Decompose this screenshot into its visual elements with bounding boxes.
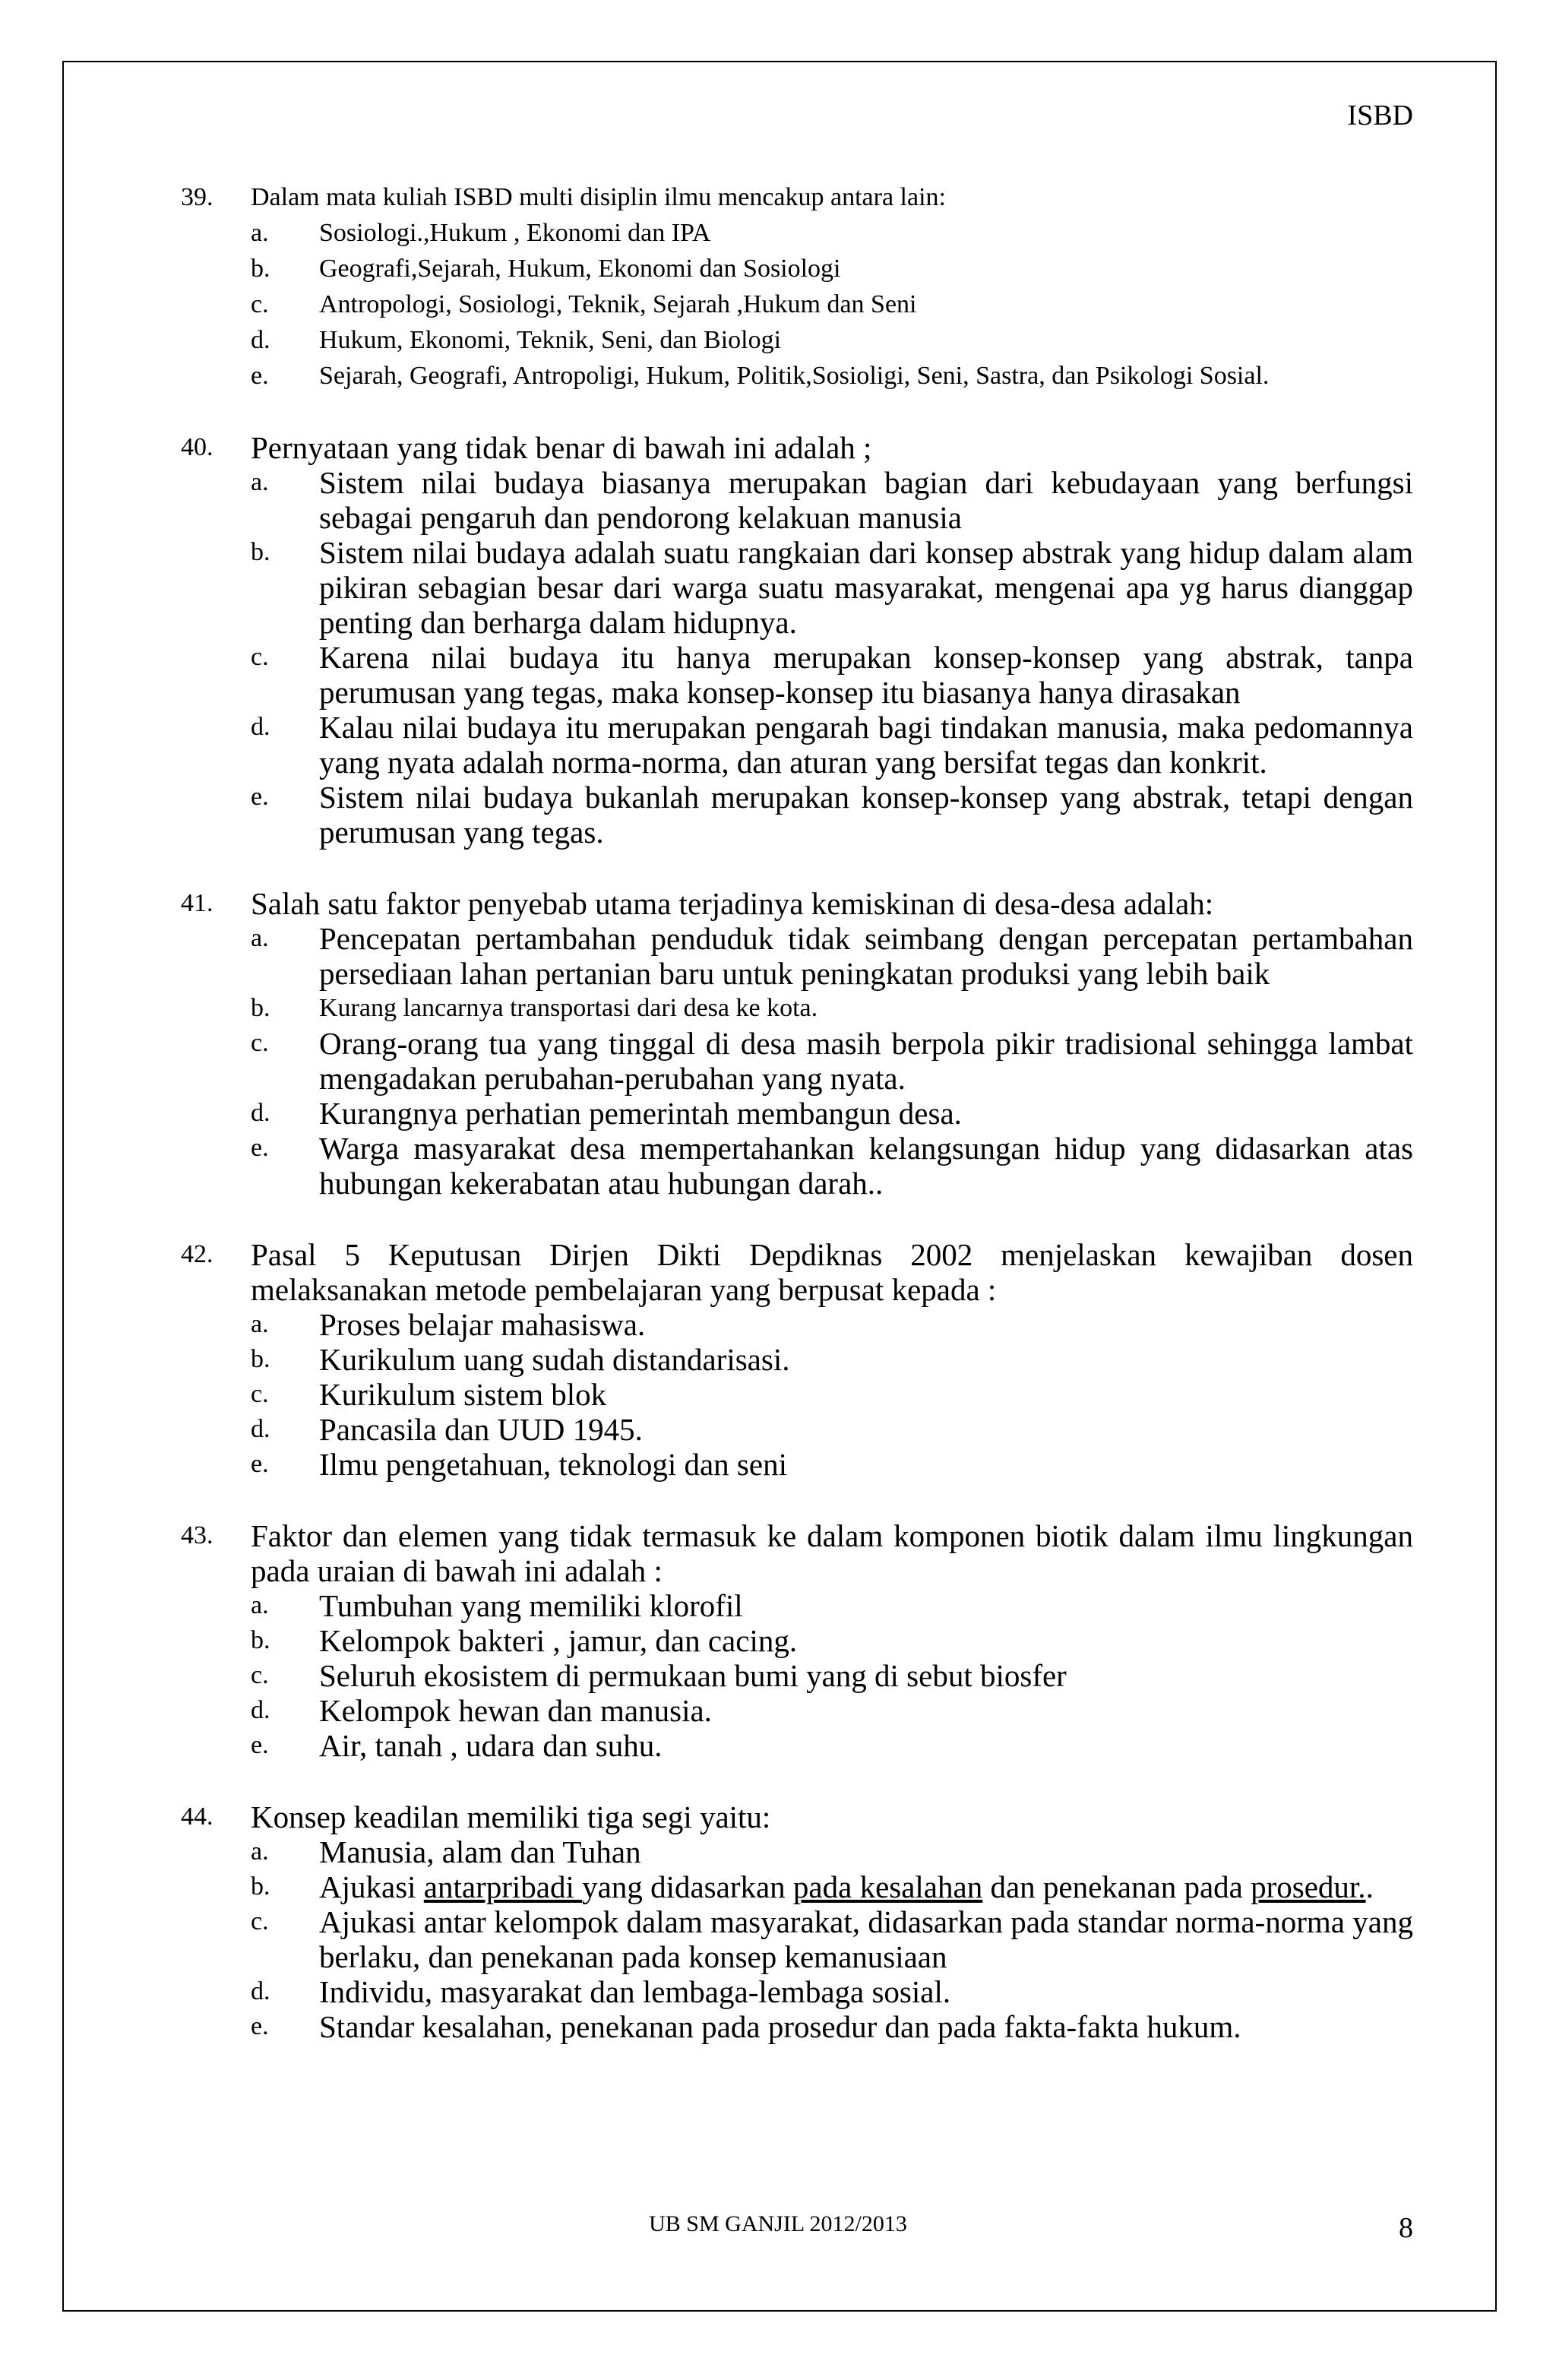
option-d: d. Kurangnya perhatian pemerintah membangun desa. xyxy=(251,1096,962,1131)
option-c: c. Kurikulum sistem blok xyxy=(251,1377,607,1412)
option-a: a. Sistem nilai budaya biasanya merupakan bagian dari kebudayaan yang berfungsi sebagai pengaruh dan pendorong kelakuan manusia xyxy=(251,465,1413,535)
question-stem: Dalam mata kuliah ISBD multi disiplin ilmu mencakup antara lain: xyxy=(251,183,946,211)
option-d: d. Pancasila dan UUD 1945. xyxy=(251,1412,643,1447)
option-b: b. Kurang lancarnya transportasi dari desa ke kota. xyxy=(251,994,818,1022)
question-39 xyxy=(181,179,1413,394)
option-e: e. Standar kesalahan, penekanan pada prosedur dan pada fakta-fakta hukum. xyxy=(251,2009,1241,2044)
question-number: 43. xyxy=(181,1521,213,1549)
option-c: c. Antropologi, Sosiologi, Teknik, Sejarah ,Hukum dan Seni xyxy=(251,290,917,318)
footer-code: UB SM GANJIL 2012/2013 xyxy=(649,2211,907,2236)
question-40 xyxy=(181,430,1413,850)
question-number: 39. xyxy=(181,183,213,211)
page-number: 8 xyxy=(1399,2212,1413,2244)
underlined-text: antarpribadi xyxy=(423,1869,583,1904)
option-e: e. Air, tanah , udara dan suhu. xyxy=(251,1728,663,1763)
option-c: c. Seluruh ekosistem di permukaan bumi yang di sebut biosfer xyxy=(251,1658,1067,1693)
question-stem: Pasal 5 Keputusan Dirjen Dikti Depdiknas 2002 menjelaskan kewajiban dosen melaksanakan metode pembelajaran yang berpusat kepada : xyxy=(251,1237,1413,1307)
question-number: 40. xyxy=(181,433,213,461)
question-41 xyxy=(181,886,1413,1201)
option-d: d. Kelompok hewan dan manusia. xyxy=(251,1693,712,1728)
option-c: c. Karena nilai budaya itu hanya merupakan konsep-konsep yang abstrak, tanpa perumusan yang tegas, maka konsep-konsep itu biasanya hanya dirasakan xyxy=(251,640,1413,710)
option-e: e. Sejarah, Geografi, Antropoligi, Hukum, Politik,Sosioligi, Seni, Sastra, dan Psikologi Sosial. xyxy=(251,362,1270,390)
question-stem: Faktor dan elemen yang tidak termasuk ke dalam komponen biotik dalam ilmu lingkungan pada uraian di bawah ini adalah : xyxy=(251,1518,1413,1588)
option-b: b. Sistem nilai budaya adalah suatu rangkaian dari konsep abstrak yang hidup dalam alam pikiran sebagian besar dari warga suatu masyarakat, mengenai apa yg harus dianggap penting dan berharga dalam hidupnya. xyxy=(251,535,1413,640)
option-e: e. Warga masyarakat desa mempertahankan kelangsungan hidup yang didasarkan atas hubungan kekerabatan atau hubungan darah.. xyxy=(251,1131,1413,1201)
option-e: e. Ilmu pengetahuan, teknologi dan seni xyxy=(251,1447,787,1482)
underlined-text: prosedur. xyxy=(1251,1869,1366,1904)
option-c: c. Orang-orang tua yang tinggal di desa masih berpola pikir tradisional sehingga lambat mengadakan perubahan-perubahan yang nyata. xyxy=(251,1026,1413,1096)
option-e: e. Sistem nilai budaya bukanlah merupakan konsep-konsep yang abstrak, tetapi dengan perumusan yang tegas. xyxy=(251,780,1413,850)
option-b: b. Ajukasi antarpribadi yang didasarkan pada kesalahan dan penekanan pada prosedur.. xyxy=(251,1869,1374,1904)
question-list xyxy=(181,179,1413,2081)
option-c: c. Ajukasi antar kelompok dalam masyarakat, didasarkan pada standar norma-norma yang berlaku, dan penekanan pada konsep kemanusiaan xyxy=(251,1904,1413,1974)
option-b: b. Geografi,Sejarah, Hukum, Ekonomi dan Sosiologi xyxy=(251,255,841,283)
question-stem: Pernyataan yang tidak benar di bawah ini adalah ; xyxy=(251,430,872,465)
question-stem: Salah satu faktor penyebab utama terjadinya kemiskinan di desa-desa adalah: xyxy=(251,886,1214,921)
question-43 xyxy=(181,1518,1413,1763)
option-a: a. Manusia, alam dan Tuhan xyxy=(251,1834,641,1869)
underlined-text: pada kesalahan xyxy=(792,1869,983,1904)
option-d: d. Kalau nilai budaya itu merupakan pengarah bagi tindakan manusia, maka pedomannya yang nyata adalah norma-norma, dan aturan yang bersifat tegas dan konkrit. xyxy=(251,710,1413,780)
option-a: a. Proses belajar mahasiswa. xyxy=(251,1307,646,1342)
option-a: a. Tumbuhan yang memiliki klorofil xyxy=(251,1588,743,1623)
question-44 xyxy=(181,1799,1413,2044)
question-42 xyxy=(181,1237,1413,1482)
option-b: b. Kelompok bakteri , jamur, dan cacing. xyxy=(251,1623,798,1658)
question-number: 42. xyxy=(181,1240,213,1268)
header-title: ISBD xyxy=(1347,100,1413,131)
question-number: 41. xyxy=(181,889,213,917)
option-b: b. Kurikulum uang sudah distandarisasi. xyxy=(251,1342,790,1377)
option-a: a. Sosiologi.,Hukum , Ekonomi dan IPA xyxy=(251,219,711,247)
option-d: d. Individu, masyarakat dan lembaga-lembaga sosial. xyxy=(251,1974,951,2009)
option-d: d. Hukum, Ekonomi, Teknik, Seni, dan Biologi xyxy=(251,326,782,354)
question-number: 44. xyxy=(181,1802,213,1831)
option-a: a. Pencepatan pertambahan penduduk tidak seimbang dengan percepatan pertambahan persediaan lahan pertanian baru untuk peningkatan produksi yang lebih baik xyxy=(251,921,1413,991)
question-stem: Konsep keadilan memiliki tiga segi yaitu: xyxy=(251,1799,771,1834)
